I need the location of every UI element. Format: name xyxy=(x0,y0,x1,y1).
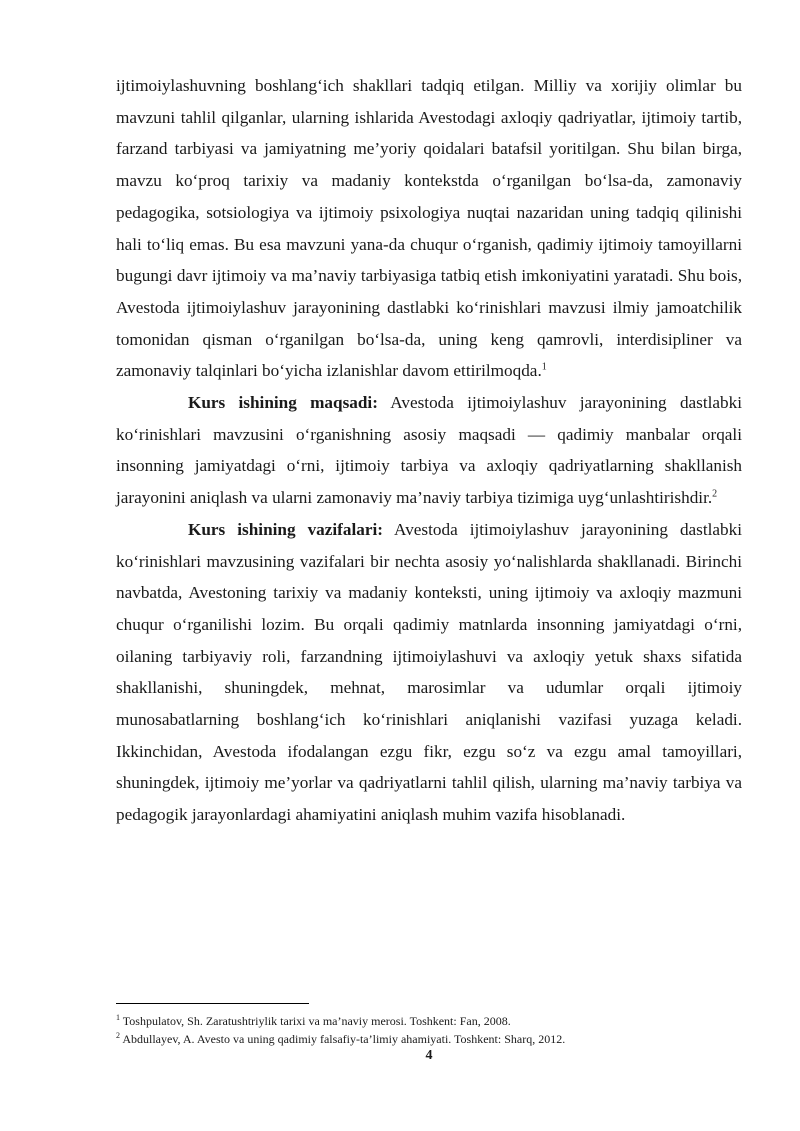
paragraph-course-tasks xyxy=(116,514,742,831)
footnote-text: Abdullayev, A. Avesto va uning qadimiy falsafiy-ta’limiy ahamiyati. Toshkent: Sharq, 2012. xyxy=(122,1032,566,1046)
paragraph-text: ijtimoiylashuvning boshlang‘ich shakllari tadqiq etilgan. Milliy va xorijiy olimlar bu mavzuni tahlil qilganlar, ularning ishlarida Avestodagi axloqiy qadriyatlar, ijtimoiy tartib, farzand tarbiyasi va jamiyatning me’yoriy qoidalari batafsil yoritilgan. Shu bilan birga, mavzu ko‘proq tarixiy va madaniy kontekstda o‘rganilgan bo‘lsa-da, zamonaviy pedagogika, sotsiologiya va ijtimoiy psixologiya nuqtai nazaridan uning tadqiq qilinishi hali to‘liq emas. Bu esa mavzuni yana-da chuqur o‘rganish, qadimiy ijtimoiy tamoyillarni bugungi davr ijtimoiy va ma’naviy tarbiyasiga tatbiq etish imkoniyatini yaratadi. Shu bois, Avestoda ijtimoiylashuv jarayonining dastlabki ko‘rinishlari mavzusi ilmiy jamoatchilik tomonidan qisman o‘rganilgan bo‘lsa-da, uning keng qamrovli, interdisipliner va zamonaviy talqinlari bo‘yicha izlanishlar davom ettirilmoqda. xyxy=(116,76,742,381)
footnote-number: 1 xyxy=(116,1013,120,1022)
paragraph-text: Avestoda ijtimoiylashuv jarayonining dastlabki ko‘rinishlari mavzusining vazifalari bir nechta asosiy yo‘nalishlarda shakllanadi. Birinchi navbatda, Avestoning tarixiy va madaniy konteksti, uning ijtimoiy va axloqiy mazmuni chuqur o‘rganilishi lozim. Bu orqali qadimiy matnlarda insonning jamiyatdagi o‘rni, oilaning tarbiyaviy roli, farzandning ijtimoiylashuvi va axloqiy yetuk shaxs sifatida shakllanishi, shuningdek, mehnat, marosimlar va udumlar orqali ijtimoiy munosabatlarning boshlang‘ich ko‘rinishlari aniqlanishi vazifasi yuzaga keladi. Ikkinchidan, Avestoda ifodalangan ezgu fikr, ezgu so‘z va ezgu amal tamoyillari, shuningdek, ijtimoiy me’yorlar va qadriyatlarni tahlil qilish, ularning ma’naviy tarbiya va pedagogik jarayonlardagi ahamiyatini aniqlash muhim vazifa hisoblanadi. xyxy=(116,519,742,825)
paragraph-course-goal xyxy=(116,387,742,514)
footnote-item xyxy=(116,1030,742,1048)
section-heading-tasks: Kurs ishining vazifalari: xyxy=(188,519,383,539)
footnotes xyxy=(116,1012,742,1048)
document-body xyxy=(116,70,742,831)
footnote-item xyxy=(116,1012,742,1030)
paragraph-text: Avestoda ijtimoiylashuv jarayonining dastlabki ko‘rinishlari mavzusini o‘rganishning asosiy maqsadi — qadimiy manbalar orqali insonning jamiyatdagi o‘rni, ijtimoiy tarbiya va axloqiy qadriyatlarning shakllanish jarayonini aniqlash va ularni zamonaviy ma’naviy tarbiya tizimiga uyg‘unlashtirishdir. xyxy=(116,393,742,508)
footnote-reference[interactable]: 2 xyxy=(712,488,718,500)
page-number: 4 xyxy=(425,1048,433,1063)
paragraph-literature-review xyxy=(116,70,742,387)
footnote-separator xyxy=(116,1003,309,1004)
footnote-text: Toshpulatov, Sh. Zaratushtriylik tarixi va ma’naviy merosi. Toshkent: Fan, 2008. xyxy=(122,1014,511,1028)
footnote-number: 2 xyxy=(116,1031,120,1040)
footnote-reference[interactable]: 1 xyxy=(541,361,547,373)
section-heading-goal: Kurs ishining maqsadi: xyxy=(188,393,378,413)
